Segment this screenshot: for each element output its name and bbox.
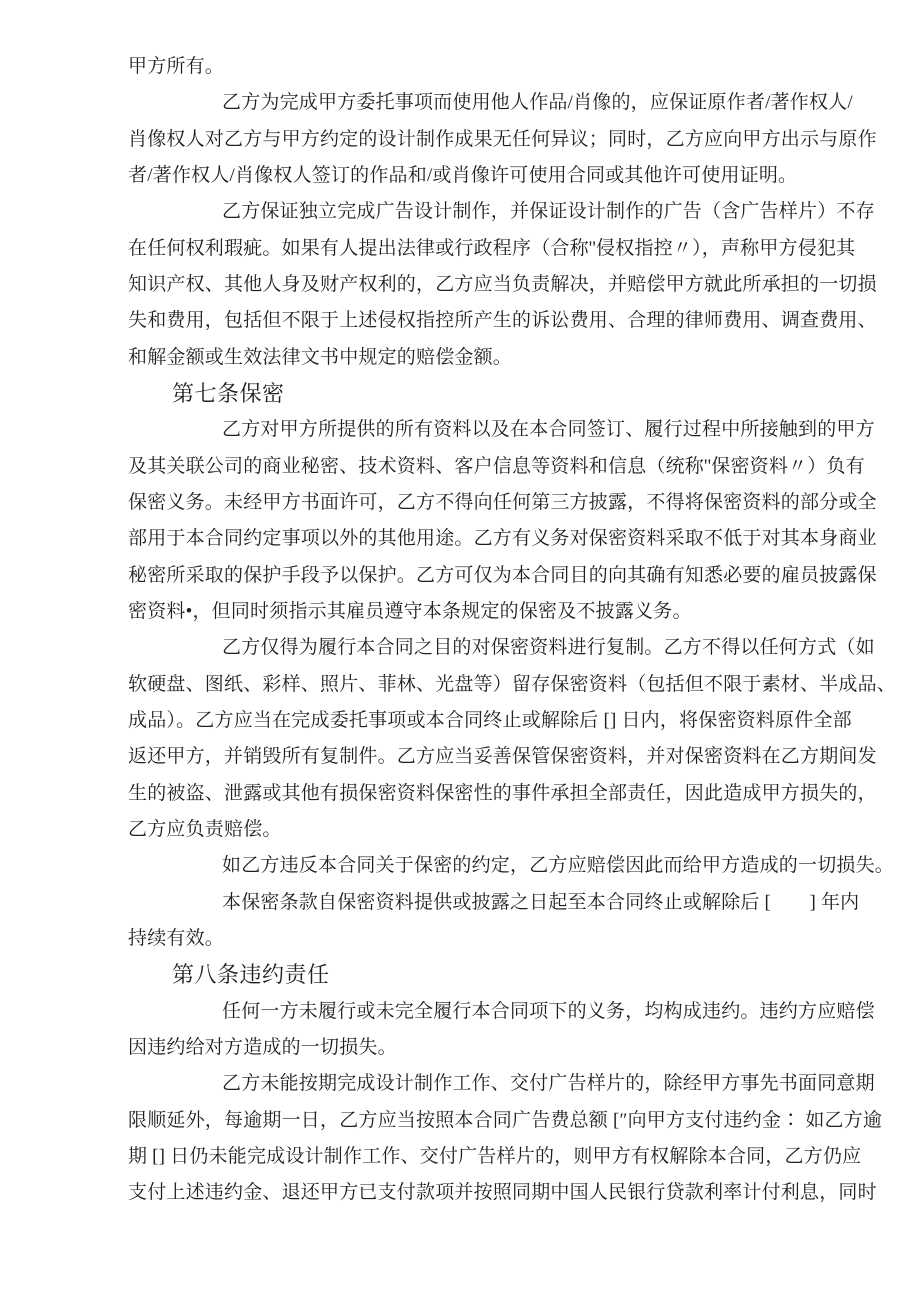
document-line: 乙方对甲方所提供的所有资料以及在本合同签订、履行过程中所接触到的甲方 <box>222 419 875 441</box>
paragraph <box>128 85 877 194</box>
document-line: 因违约给对方造成的一切损失。 <box>128 1036 397 1058</box>
document-line: 乙方仅得为履行本合同之目的对保密资料进行复制。乙方不得以任何方式（如 <box>222 637 875 659</box>
section-heading: 第八条违约责任 <box>172 962 330 988</box>
document-line: 甲方所有。 <box>128 56 225 77</box>
section-heading: 第七条保密 <box>172 380 285 406</box>
document-line: 肖像权人对乙方与甲方约定的设计制作成果无任何异议；同时，乙方应向甲方出示与原作 <box>128 128 877 150</box>
paragraph <box>128 630 897 848</box>
document-line: 生的被盗、泄露或其他有损保密资料保密性的事件承担全部责任，因此造成甲方损失的， <box>128 782 877 804</box>
paragraph <box>128 848 895 884</box>
document-line: 任何一方未履行或未完全履行本合同项下的义务，均构成违约。违约方应赔偿 <box>222 1000 875 1022</box>
document-line: 秘密所采取的保护手段予以保护。乙方可仅为本合同目的向其确有知悉必要的雇员披露保 <box>128 564 877 586</box>
document-line: 软硬盘、图纸、彩样、照片、菲林、光盘等）留存保密资料（包括但不限于素材、半成品、 <box>128 673 897 695</box>
document-line: 期 [] 日仍未能完成设计制作工作、交付广告样片的，则甲方有权解除本合同，乙方仍应 <box>128 1145 862 1167</box>
document-line: 知识产权、其他人身及财产权利的，乙方应当负责解决，并赔偿甲方就此所承担的一切损 <box>128 273 877 295</box>
paragraph <box>128 885 868 958</box>
paragraph <box>128 194 877 376</box>
document-line: 和解金额或生效法律文书中规定的赔偿金额。 <box>128 346 513 368</box>
document-line: 乙方应负责赔偿。 <box>128 818 282 840</box>
paragraph <box>128 412 877 630</box>
document-line: 支付上述违约金、退还甲方已支付款项并按照同期中国人民银行贷款利率计付利息，同时 <box>128 1182 877 1204</box>
document-line: 失和费用，包括但不限于上述侵权指控所产生的诉讼费用、合理的律师费用、调查费用、 <box>128 310 877 332</box>
document-body <box>128 0 897 1212</box>
document-line: 乙方未能按期完成设计制作工作、交付广告样片的，除经甲方事先书面同意期 <box>222 1073 875 1095</box>
document-line: 如乙方违反本合同关于保密的约定，乙方应赔偿因此而给甲方造成的一切损失。 <box>222 855 895 877</box>
document-line: 部用于本合同约定事项以外的其他用途。乙方有义务对保密资料采取不低于对其本身商业 <box>128 528 877 550</box>
document-line: 在任何权利瑕疵。如果有人提出法律或行政程序（合称''侵权指控〃），声称甲方侵犯其 <box>128 237 856 259</box>
paragraph <box>128 1066 883 1211</box>
document-line: 保密义务。未经甲方书面许可，乙方不得向任何第三方披露，不得将保密资料的部分或全 <box>128 491 877 513</box>
document-line: 持续有效。 <box>128 927 225 949</box>
document-line: 本保密条款自保密资料提供或披露之日起至本合同终止或解除后 [ ] 年内 <box>222 891 860 913</box>
paragraph <box>128 994 875 1067</box>
paragraph <box>128 49 868 85</box>
document-line: 者/著作权人/肖像权人签订的作品和/或肖像许可使用合同或其他许可使用证明。 <box>128 164 798 186</box>
document-line: 及其关联公司的商业秘密、技术资料、客户信息等资料和信息（统称''保密资料〃）负有 <box>128 455 865 477</box>
document-line: 限顺延外，每逾期一日，乙方应当按照本合同广告费总额 [″向甲方支付违约金∶ 如乙方逾 <box>128 1109 883 1131</box>
document-line: 乙方保证独立完成广告设计制作，并保证设计制作的广告（含广告样片）不存 <box>222 201 875 223</box>
document-line: 密资料•，但同时须指示其雇员遵守本条规定的保密及不披露义务。 <box>128 600 692 622</box>
document-line: 返还甲方，并销毁所有复制件。乙方应当妥善保管保密资料，并对保密资料在乙方期间发 <box>128 746 877 768</box>
document-line: 成品）。乙方应当在完成委托事项或本合同终止或解除后 [] 日内，将保密资料原件全部 <box>128 709 852 731</box>
document-line: 乙方为完成甲方委托事项而使用他人作品/肖像的，应保证原作者/著作权人/ <box>222 92 853 114</box>
